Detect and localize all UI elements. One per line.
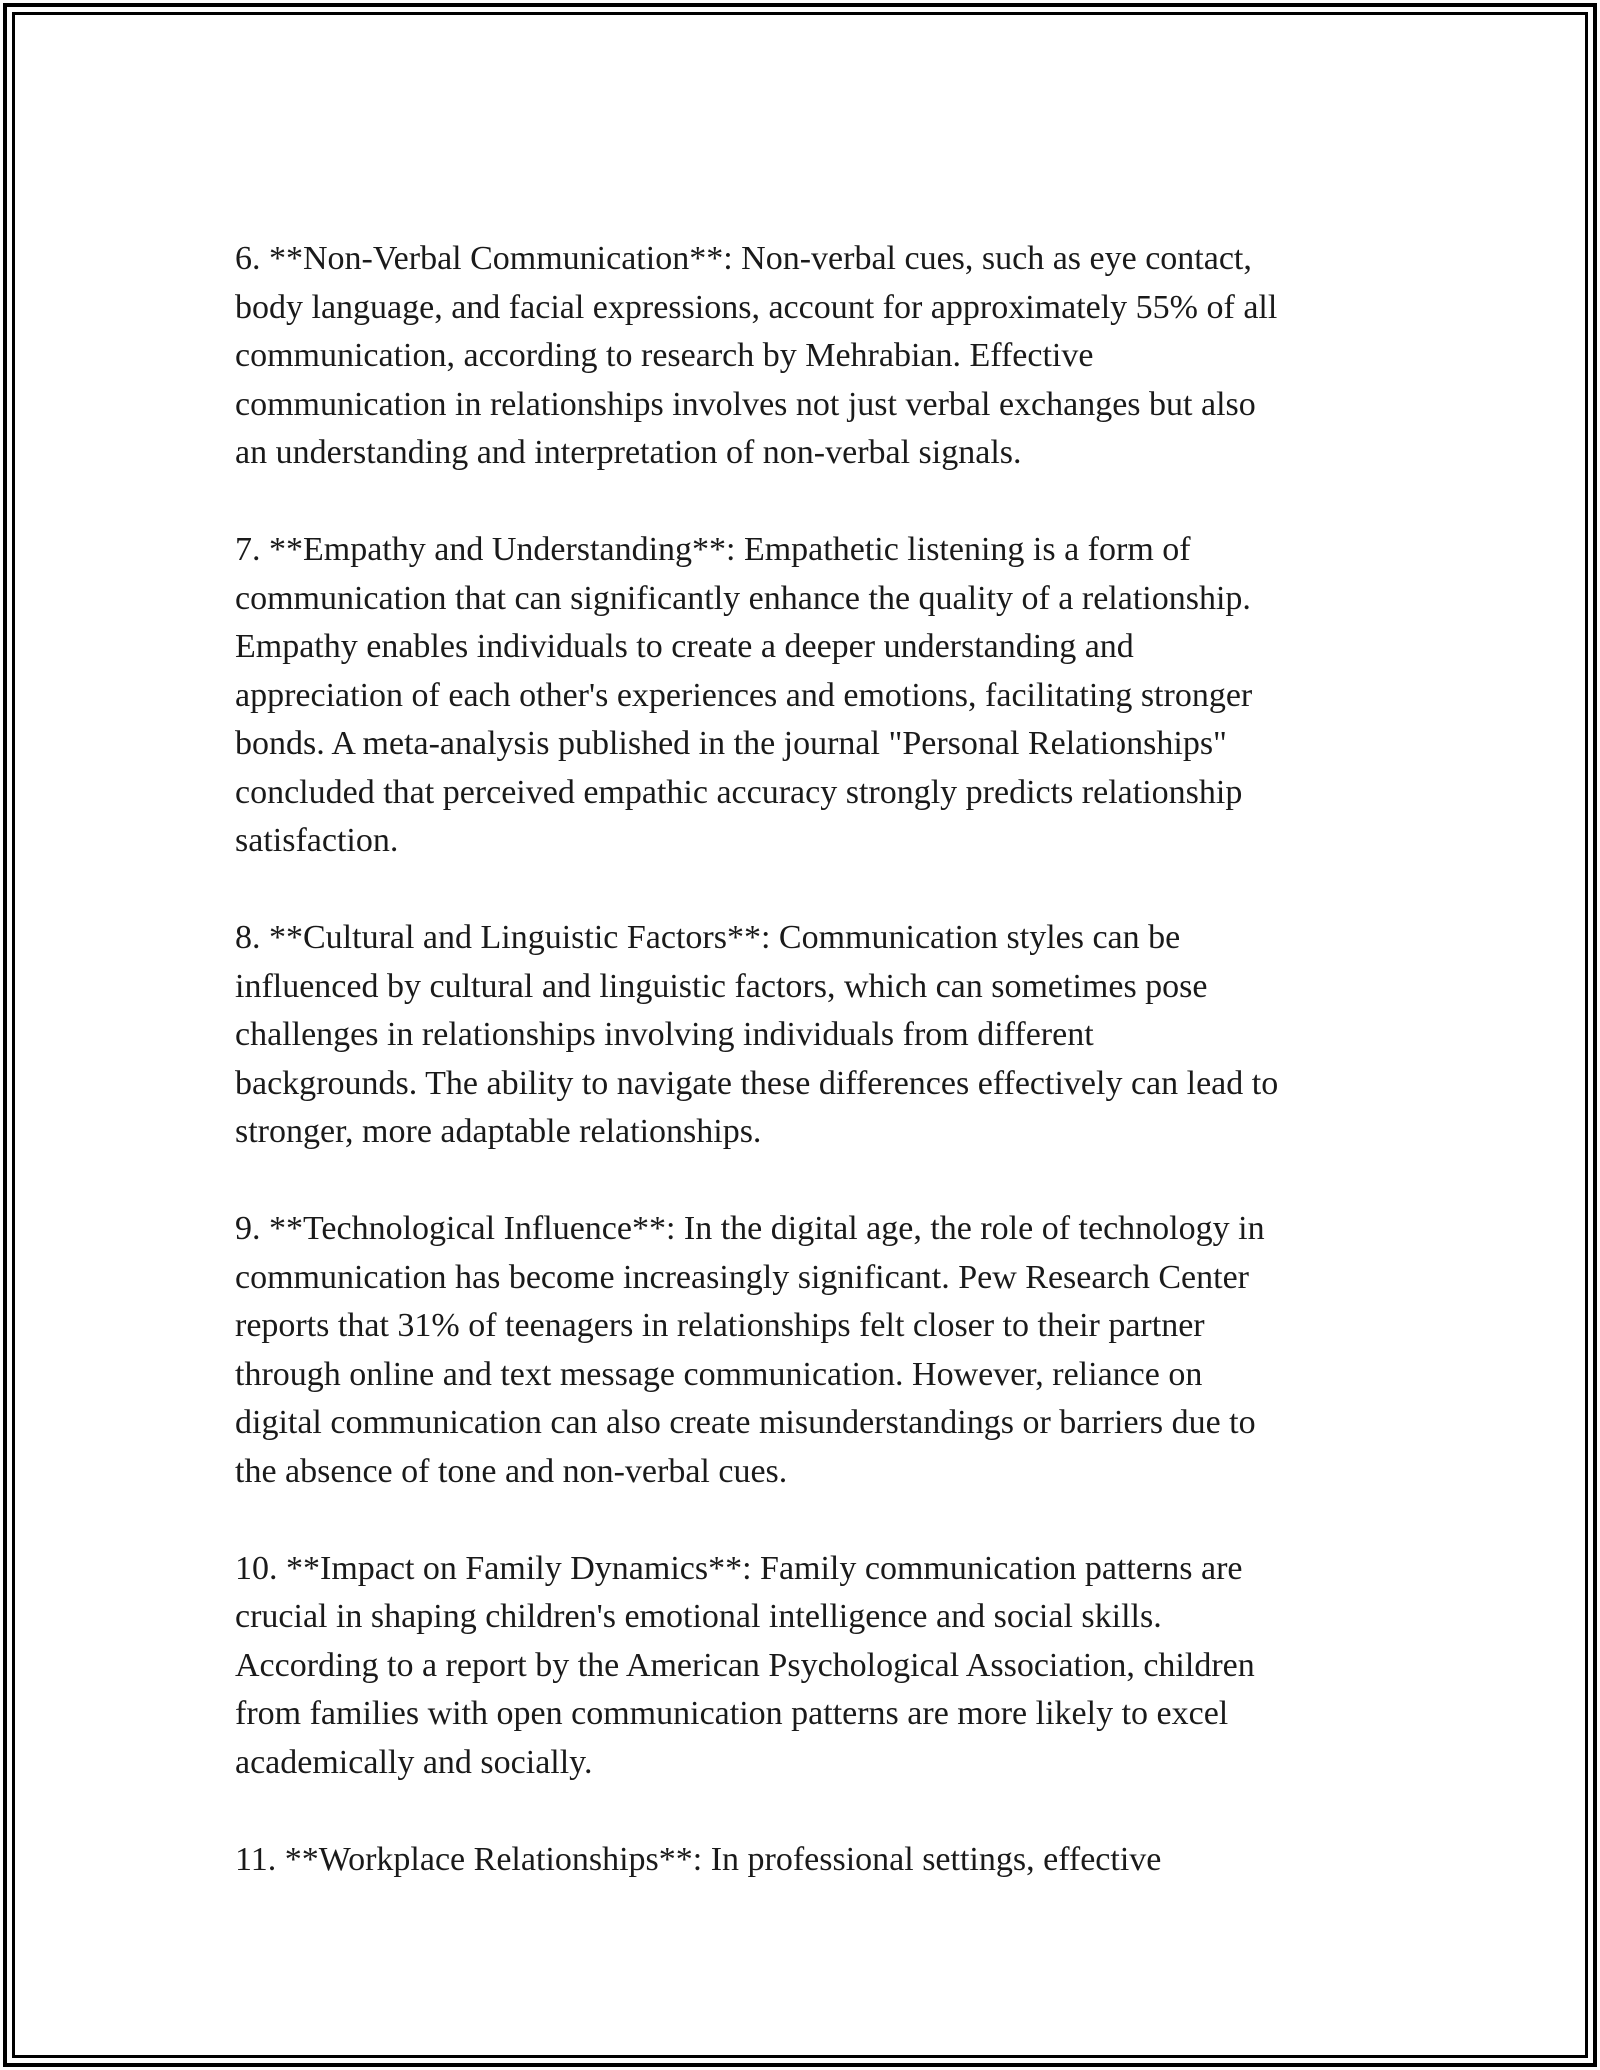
- text-line: influenced by cultural and linguistic factors, which can sometimes pose: [235, 967, 1208, 1005]
- paragraph-empathy-and-understanding: [235, 526, 1375, 866]
- text-line: 8. **Cultural and Linguistic Factors**: Communication styles can be: [235, 919, 1181, 956]
- text-line: appreciation of each other's experiences and emotions, facilitating stronger: [235, 676, 1253, 714]
- text-line: challenges in relationships involving individuals from different: [235, 1016, 1094, 1053]
- text-line: satisfaction.: [235, 822, 399, 859]
- paragraph-non-verbal-communication: [235, 235, 1375, 478]
- document-body: [235, 235, 1375, 1933]
- text-line: backgrounds. The ability to navigate these differences effectively can lead to: [235, 1064, 1279, 1102]
- text-line: 7. **Empathy and Understanding**: Empathetic listening is a form of: [235, 531, 1191, 568]
- text-line: reports that 31% of teenagers in relationships felt closer to their partner: [235, 1307, 1205, 1344]
- paragraph-cultural-and-linguistic-factors: [235, 914, 1375, 1157]
- text-line: an understanding and interpretation of non-verbal signals.: [235, 434, 1022, 471]
- paragraph-technological-influence: [235, 1205, 1375, 1496]
- text-line: Empathy enables individuals to create a deeper understanding and: [235, 628, 1134, 665]
- text-line: 11. **Workplace Relationships**: In professional settings, effective: [235, 1840, 1162, 1878]
- text-line: from families with open communication patterns are more likely to excel: [235, 1695, 1229, 1732]
- text-line: through online and text message communication. However, reliance on: [235, 1355, 1203, 1393]
- text-line: crucial in shaping children's emotional intelligence and social skills.: [235, 1598, 1162, 1635]
- text-line: concluded that perceived empathic accuracy strongly predicts relationship: [235, 773, 1243, 811]
- text-line: 6. **Non-Verbal Communication**: Non-verbal cues, such as eye contact,: [235, 240, 1252, 277]
- text-line: bonds. A meta-analysis published in the journal "Personal Relationships": [235, 725, 1227, 762]
- text-line: stronger, more adaptable relationships.: [235, 1113, 762, 1150]
- paragraph-impact-on-family-dynamics: [235, 1545, 1375, 1788]
- text-line: 10. **Impact on Family Dynamics**: Family communication patterns are: [235, 1549, 1243, 1587]
- text-line: academically and socially.: [235, 1743, 593, 1781]
- text-line: 9. **Technological Influence**: In the digital age, the role of technology in: [235, 1210, 1265, 1247]
- text-line: the absence of tone and non-verbal cues.: [235, 1452, 788, 1490]
- text-line: digital communication can also create misunderstandings or barriers due to: [235, 1404, 1256, 1441]
- paragraph-workplace-relationships: [235, 1836, 1375, 1885]
- text-line: communication that can significantly enhance the quality of a relationship.: [235, 579, 1251, 617]
- text-line: According to a report by the American Psychological Association, children: [235, 1646, 1255, 1684]
- text-line: communication, according to research by Mehrabian. Effective: [235, 337, 1094, 374]
- text-line: body language, and facial expressions, account for approximately 55% of all: [235, 288, 1278, 326]
- text-line: communication has become increasingly significant. Pew Research Center: [235, 1258, 1250, 1296]
- text-line: communication in relationships involves not just verbal exchanges but also: [235, 385, 1256, 423]
